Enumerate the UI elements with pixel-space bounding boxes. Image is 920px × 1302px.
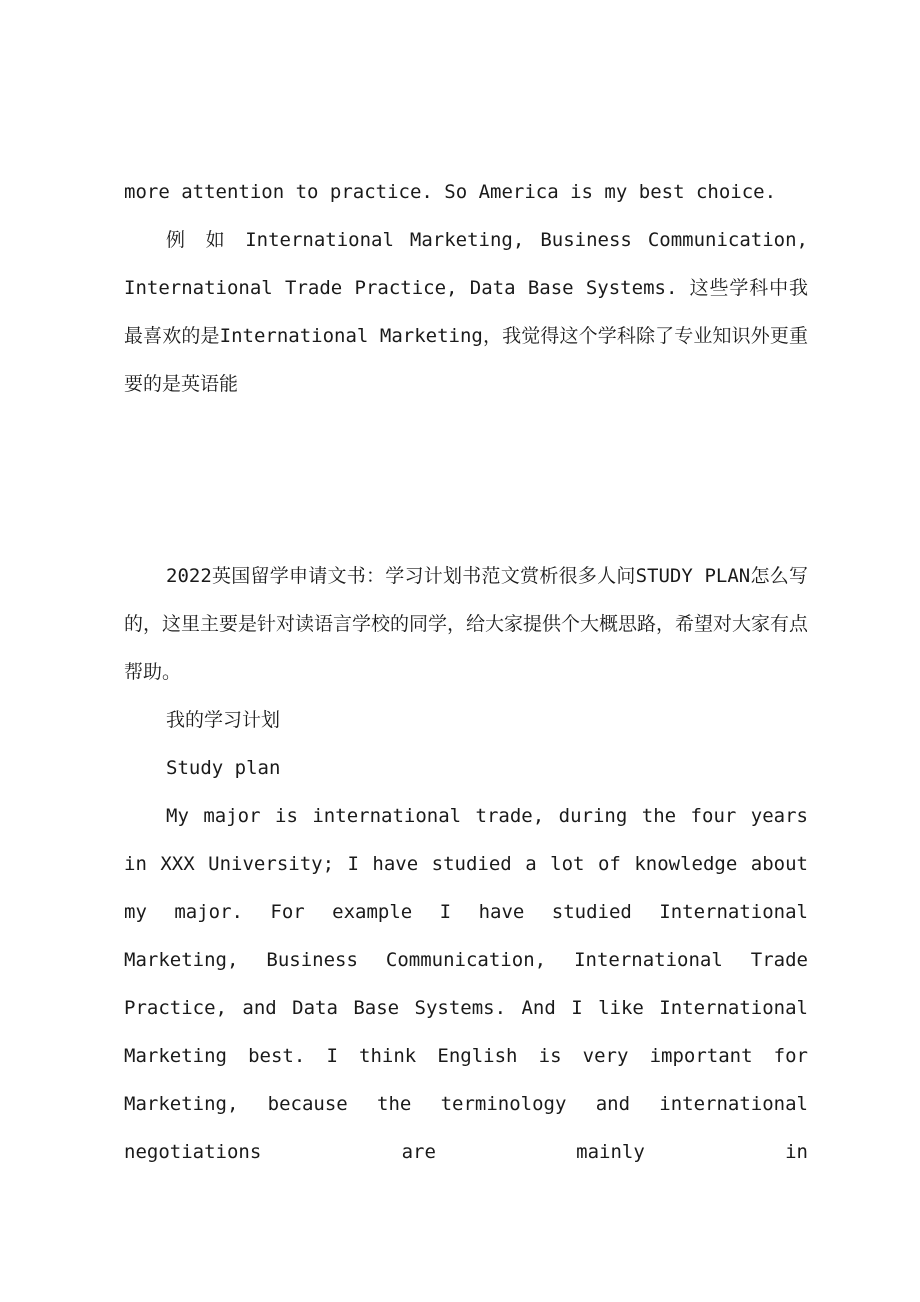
heading-study-plan: Study plan (166, 757, 281, 779)
paragraph-intro: 2022英国留学申请文书：学习计划书范文赏析很多人问STUDY PLAN怎么写的，这里主要是针对读语言学校的同学，给大家提供个大概思路，希望对大家有点帮助。 (124, 565, 809, 683)
section-top (124, 168, 808, 408)
section-study-plan (124, 552, 808, 1176)
paragraph-practice-choice: more attention to practice. So America is my best choice. (124, 181, 777, 203)
paragraph-major: My major is international trade, during the four years in XXX University; I have studied a lot of knowledge about my major. For example I have studied International Marketing, Business Communication, International Trade Practice, and Data Base Systems. And I like International Marketing best. I think English is very important for Marketing, because the terminology and international negotiations are mainly in (124, 805, 808, 1163)
heading-my-study-plan: 我的学习计划 (166, 709, 281, 731)
paragraph-course-examples: 例 如 International Marketing, Business Communication, International Trade Practice, Data Base Systems. 这些学科中我最喜欢的是International Marketing，我觉得这个学科除了专业知识外更重要的是英语能 (124, 229, 808, 395)
